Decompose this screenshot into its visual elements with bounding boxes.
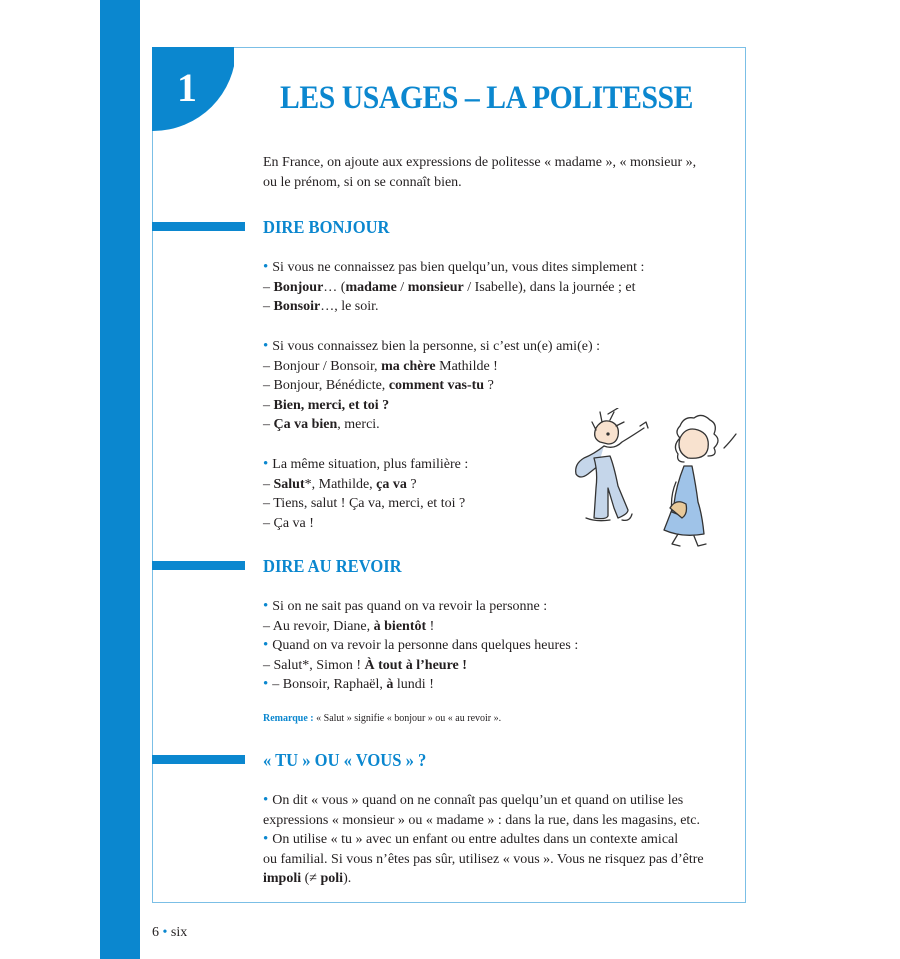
- bullet-dot-icon: •: [263, 637, 269, 654]
- bullet-line: • On utilise « tu » avec un enfant ou entre adultes dans un contexte amical: [263, 831, 679, 848]
- bullet-line: • La même situation, plus familière :: [263, 456, 469, 472]
- text-line: impoli (≠ poli).: [263, 871, 352, 887]
- bullet-dot-icon: •: [263, 676, 269, 693]
- section-bar: [152, 222, 245, 231]
- remark-note: Remarque : « Salut » signifie « bonjour » ou « au revoir ».: [263, 713, 502, 724]
- bullet-line: • – Bonsoir, Raphaël, à lundi !: [263, 676, 434, 693]
- example-line: – Salut*, Mathilde, ça va ?: [263, 476, 417, 492]
- example-line: – Ça va bien, merci.: [263, 417, 380, 433]
- bullet-line: • Si vous ne connaissez pas bien quelqu’un, vous dites simplement :: [263, 259, 645, 275]
- text-line: expressions « monsieur » ou « madame » : dans la rue, dans les magasins, etc.: [263, 812, 701, 828]
- man-figure: [576, 408, 648, 521]
- aurevoir-block: [263, 597, 578, 695]
- side-stripe: [100, 0, 140, 959]
- example-line: – Ça va !: [263, 515, 314, 531]
- bonjour-block-3: [263, 455, 468, 533]
- bullet-dot-icon: •: [263, 338, 269, 354]
- section-title-bonjour: DIRE BONJOUR: [263, 217, 390, 237]
- page-footer: 6 • six: [152, 925, 188, 940]
- example-line: – Tiens, salut ! Ça va, merci, et toi ?: [263, 496, 466, 512]
- bullet-dot-icon: •: [263, 598, 269, 614]
- bullet-dot-icon: •: [263, 259, 269, 275]
- example-line: – Au revoir, Diane, à bientôt !: [263, 618, 435, 634]
- section-bar: [152, 561, 245, 570]
- bullet-dot-icon: •: [263, 831, 269, 848]
- section-bar: [152, 755, 245, 764]
- section-title-aurevoir: DIRE AU REVOIR: [263, 556, 402, 576]
- bullet-dot-icon: •: [263, 456, 269, 472]
- page-title: LES USAGES – LA POLITESSE: [280, 80, 693, 116]
- tuvous-block: [263, 791, 704, 889]
- example-line: – Salut*, Simon ! À tout à l’heure !: [263, 657, 467, 673]
- text-line: ou familial. Si vous n’êtes pas sûr, utilisez « vous ». Vous ne risquez pas d’être: [263, 851, 704, 867]
- bullet-line: • On dit « vous » quand on ne connaît pas quelqu’un et quand on utilise les: [263, 792, 684, 808]
- bullet-line: • Quand on va revoir la personne dans quelques heures :: [263, 637, 579, 654]
- intro-line: ou le prénom, si on se connaît bien.: [263, 174, 462, 190]
- bullet-line: • Si vous connaissez bien la personne, si c’est un(e) ami(e) :: [263, 338, 601, 354]
- intro-paragraph: [263, 153, 696, 192]
- woman-figure: [664, 415, 736, 546]
- section-title-tuvous: « TU » OU « VOUS » ?: [263, 750, 427, 770]
- bullet-dot-icon: •: [263, 792, 269, 808]
- chapter-number: 1: [177, 65, 197, 110]
- example-line: – Bonjour, Bénédicte, comment vas-tu ?: [263, 378, 494, 394]
- example-line: – Bonsoir…, le soir.: [263, 299, 379, 315]
- example-line: – Bonjour… (madame / monsieur / Isabelle), dans la journée ; et: [263, 279, 636, 295]
- example-line: – Bien, merci, et toi ?: [263, 397, 390, 413]
- bonjour-block-1: [263, 258, 644, 317]
- intro-line: En France, on ajoute aux expressions de politesse « madame », « monsieur »,: [263, 155, 697, 170]
- example-line: – Bonjour / Bonsoir, ma chère Mathilde !: [263, 358, 498, 374]
- bullet-dot-icon: •: [162, 925, 168, 940]
- bullet-line: • Si on ne sait pas quand on va revoir la personne :: [263, 598, 548, 614]
- greeting-illustration: [548, 408, 748, 548]
